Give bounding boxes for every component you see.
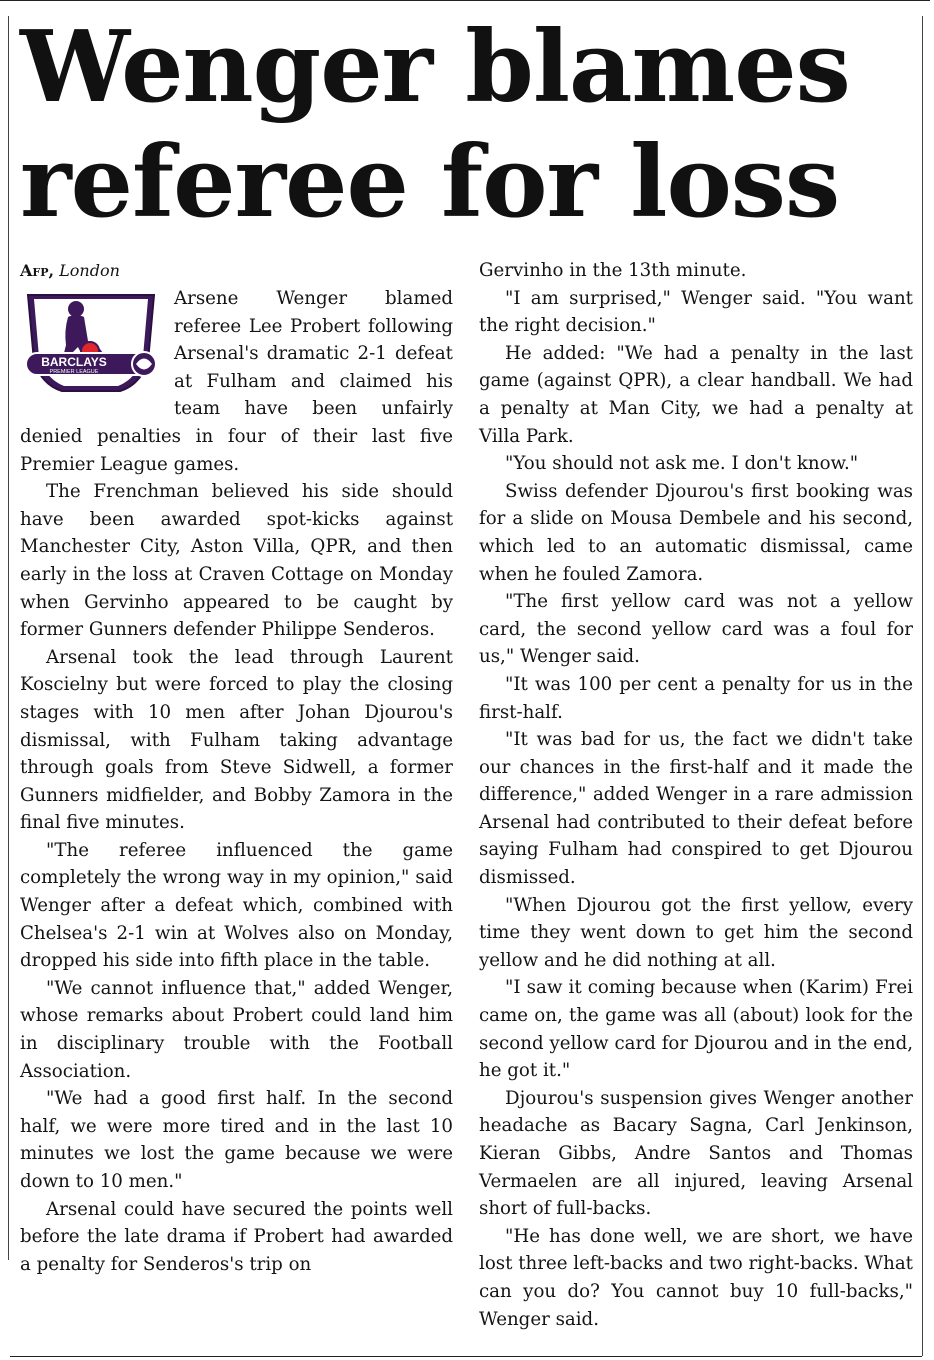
paragraph-right-5: Swiss defender Djourou's first booking was for a slide on Mousa Dembele and his second, which led to an automatic dismissal, came when he fouled Zamora. bbox=[479, 480, 913, 585]
paragraph-right-1: Gervinho in the 13th minute. bbox=[479, 260, 747, 281]
bottom-rule bbox=[10, 1356, 922, 1357]
paragraph-right-12: "He has done well, we are short, we have lost three left-backs and two right-backs. What can you do? You cannot buy 10 full-backs," Wenger said. bbox=[479, 1225, 913, 1330]
right-rule bbox=[922, 16, 923, 1356]
paragraph-left-4: "The referee influenced the game completely the wrong way in my opinion," said Wenger after a defeat which, combined with Chelsea's 2-1 win at Wolves also on Monday, dropped his side into fifth place in the table. bbox=[20, 839, 453, 972]
right-column bbox=[479, 257, 913, 1333]
paragraph-left-2: The Frenchman believed his side should have been awarded spot-kicks against Manchester City, Aston Villa, QPR, and then early in the loss at Craven Cottage on Monday when Gervinho appeared to be caught by former Gunners defender Philippe Senderos. bbox=[20, 481, 453, 641]
paragraph-right-7: "It was 100 per cent a penalty for us in the first-half. bbox=[479, 673, 913, 723]
paragraph-right-6: "The first yellow card was not a yellow card, the second yellow card was a foul for us," Wenger said. bbox=[479, 591, 913, 668]
paragraph-left-7: Arsenal could have secured the points well before the late drama if Probert had awarded a penalty for Senderos's trip on bbox=[20, 1198, 453, 1275]
logo-subtext: PREMIER LEAGUE bbox=[49, 369, 99, 375]
byline bbox=[20, 257, 453, 285]
paragraph-right-2: "I am surprised," Wenger said. "You want the right decision." bbox=[479, 287, 913, 337]
paragraph-left-5: "We cannot influence that," added Wenger, whose remarks about Probert could land him in disciplinary trouble with the Football Association. bbox=[20, 977, 453, 1082]
paragraph-right-8: "It was bad for us, the fact we didn't take our chances in the first-half and it made the difference," added Wenger in a rare admission Arsenal had contributed to their defeat before saying Fulham had conspired to get Djourou dismissed. bbox=[479, 729, 913, 889]
left-rule bbox=[8, 16, 9, 1260]
headline: Wenger blames referee for loss bbox=[20, 10, 850, 240]
paragraph-left-1: Arsene Wenger blamed referee Lee Probert following Arsenal's dramatic 2-1 defeat at Fulham and claimed his team have been unfairly denied penalties in four of their last five Premier League games. bbox=[20, 288, 453, 475]
premier-league-logo bbox=[20, 291, 162, 399]
byline-agency: Afp, bbox=[20, 261, 55, 280]
paragraph-right-11: Djourou's suspension gives Wenger another headache as Bacary Sagna, Carl Jenkinson, Kieran Gibbs, Andre Santos and Thomas Vermaelen are all injured, leaving Arsenal short of full-backs. bbox=[479, 1087, 913, 1220]
paragraph-right-10: "I saw it coming because when (Karim) Frei came on, the game was all (about) look for the second yellow card for Djourou and in the end, he got it." bbox=[479, 977, 913, 1082]
paragraph-left-6: "We had a good first half. In the second half, we were more tired and in the last 10 minutes we lost the game because we were down to 10 men." bbox=[20, 1088, 453, 1192]
top-rule bbox=[0, 0, 930, 1]
paragraph-right-9: "When Djourou got the first yellow, every time they went down to get him the second yellow and he did nothing at all. bbox=[479, 894, 913, 971]
byline-city: London bbox=[59, 261, 120, 280]
lion-crest-icon bbox=[20, 291, 162, 399]
logo-wordmark: BARCLAYS bbox=[41, 355, 107, 369]
left-column bbox=[20, 257, 453, 1278]
paragraph-left-3: Arsenal took the lead through Laurent Koscielny but were forced to play the closing stages with 10 men after Johan Djourou's dismissal, with Fulham taking advantage through goals from Steve Sidwell, a former Gunners midfielder, and Bobby Zamora in the final five minutes. bbox=[20, 646, 453, 834]
paragraph-right-3: He added: "We had a penalty in the last game (against QPR), a clear handball. We had a penalty at Man City, we had a penalty at Villa Park. bbox=[479, 342, 913, 447]
paragraph-right-4: "You should not ask me. I don't know." bbox=[505, 453, 859, 475]
